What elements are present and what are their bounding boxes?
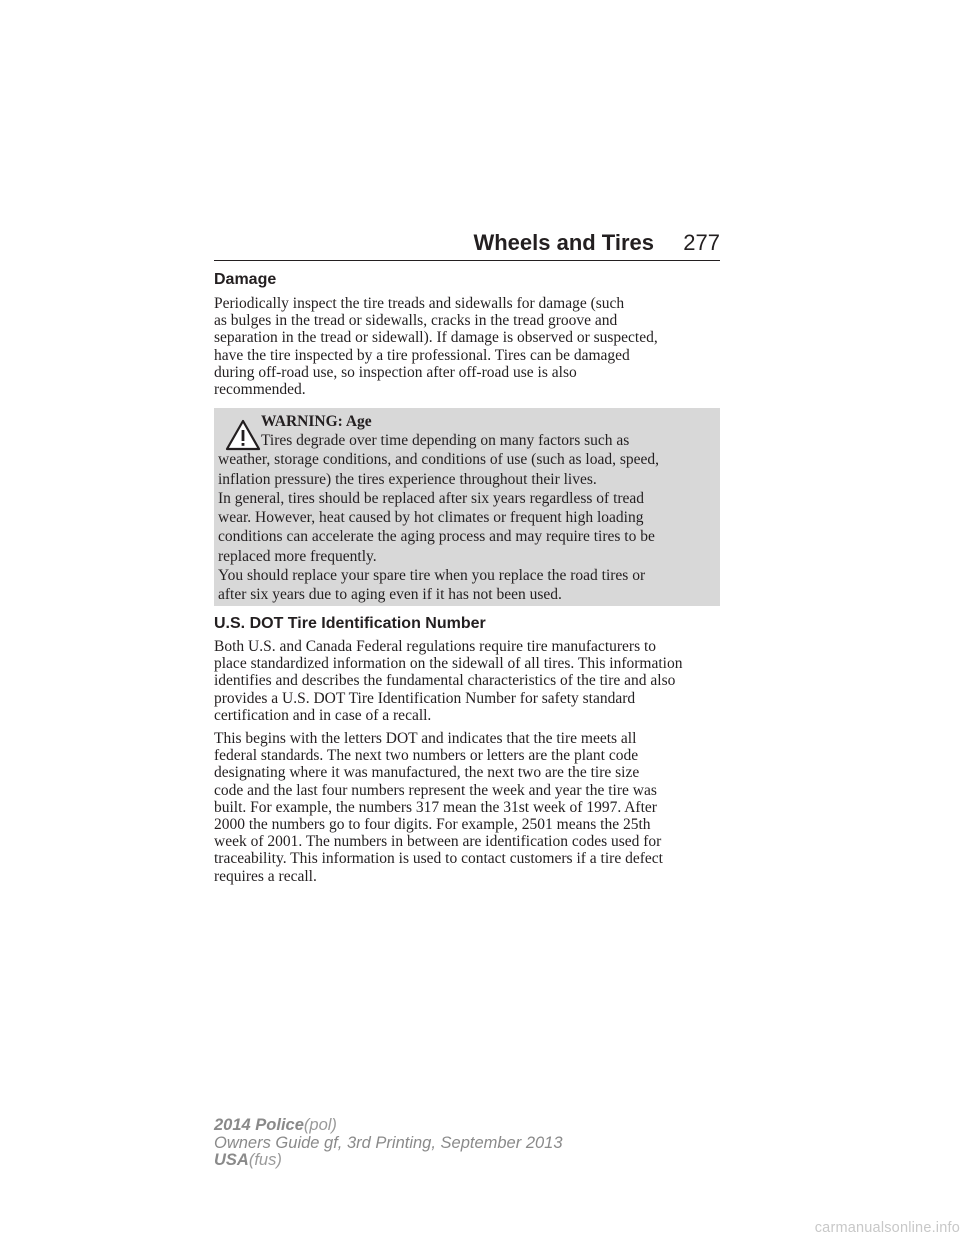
text-line: code and the last four numbers represent the week and year the tire was — [214, 781, 657, 799]
text-line: replaced more frequently. — [218, 547, 377, 565]
page-header — [214, 228, 720, 261]
text-line: inflation pressure) the tires experience throughout their lives. — [218, 470, 597, 488]
text-line: Tires degrade over time depending on many factors such as — [261, 432, 630, 449]
dot-heading: U.S. DOT Tire Identification Number — [214, 615, 486, 632]
footer-model-code: (pol) — [303, 1116, 337, 1134]
dot-paragraph-2 — [214, 730, 726, 885]
text-line: week of 2001. The numbers in between are identification codes used for — [214, 833, 662, 851]
text-line: certification and in case of a recall. — [214, 706, 432, 724]
watermark: carmanualsonline.info — [814, 1220, 960, 1236]
text-line: after six years due to aging even if it has not been used. — [218, 586, 562, 604]
text-line: 2000 the numbers go to four digits. For example, 2501 means the 25th — [214, 816, 651, 834]
footer-model: 2014 Police — [214, 1116, 304, 1134]
footer-region-code: (fus) — [248, 1151, 282, 1169]
document-footer — [214, 1117, 563, 1170]
text-line: You should replace your spare tire when you replace the road tires or — [218, 567, 646, 585]
text-line: place standardized information on the sidewall of all tires. This information — [214, 655, 683, 673]
text-line: traceability. This information is used to contact customers if a tire defect — [214, 850, 663, 868]
footer-region: USA — [214, 1151, 249, 1169]
text-line: designating where it was manufactured, the next two are the tire size — [214, 764, 640, 782]
text-line: recommended. — [214, 381, 306, 399]
text-line: wear. However, heat caused by hot climates or frequent high loading — [218, 509, 644, 527]
text-line: federal standards. The next two numbers or letters are the plant code — [214, 747, 639, 765]
warning-box — [214, 408, 720, 606]
text-line: weather, storage conditions, and conditions of use (such as load, speed, — [218, 451, 660, 469]
warning-title: WARNING: Age — [261, 413, 372, 430]
section-title: Wheels and Tires — [473, 230, 654, 255]
text-line: This begins with the letters DOT and indicates that the tire meets all — [214, 730, 637, 747]
warning-text — [218, 431, 722, 605]
page-number: 277 — [683, 230, 720, 255]
text-line: built. For example, the numbers 317 mean the 31st week of 1997. After — [214, 798, 657, 816]
damage-heading: Damage — [214, 271, 277, 288]
text-line: provides a U.S. DOT Tire Identification Number for safety standard — [214, 689, 636, 707]
text-line: Both U.S. and Canada Federal regulations require tire manufacturers to — [214, 638, 657, 655]
footer-line — [214, 1152, 563, 1170]
damage-paragraph — [214, 295, 726, 398]
text-line: In general, tires should be replaced after six years regardless of tread — [218, 489, 645, 507]
dot-paragraph-1 — [214, 638, 726, 724]
footer-printing: Owners Guide gf, 3rd Printing, September 2013 — [214, 1133, 563, 1152]
text-line: conditions can accelerate the aging process and may require tires to be — [218, 528, 655, 546]
text-line: during off-road use, so inspection after off-road use is also — [214, 363, 577, 381]
text-line: as bulges in the tread or sidewalls, cracks in the tread groove and — [214, 312, 618, 330]
footer-line — [214, 1117, 563, 1135]
text-line: identifies and describes the fundamental characteristics of the tire and also — [214, 672, 676, 690]
text-line: separation in the tread or sidewall). If damage is observed or suspected, — [214, 329, 658, 347]
text-line: have the tire inspected by a tire professional. Tires can be damaged — [214, 346, 630, 364]
text-line: Periodically inspect the tire treads and sidewalls for damage (such — [214, 295, 625, 312]
text-line: requires a recall. — [214, 867, 317, 885]
